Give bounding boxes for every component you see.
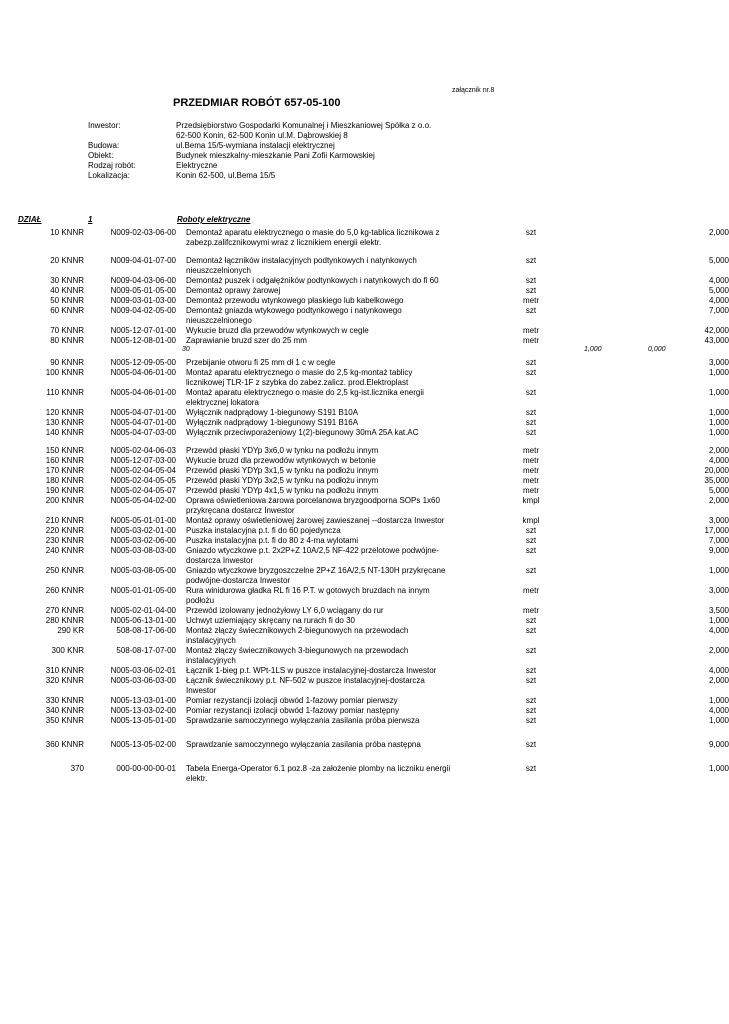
item-quantity: 4,000 xyxy=(708,456,729,465)
item-quantity: 3,000 xyxy=(708,586,729,595)
item-unit: szt xyxy=(525,616,537,625)
item-number: 40 KNNR xyxy=(50,286,84,295)
item-code: N005-13-03-01-00 xyxy=(110,696,176,705)
item-number: 100 KNNR xyxy=(45,368,84,377)
item-code: N005-03-06-02-01 xyxy=(110,666,176,675)
project-info-row xyxy=(88,121,448,131)
item-description: Przewód płaski YDYp 3x6,0 w tynku na podłożu innym xyxy=(186,446,379,455)
item-unit: szt xyxy=(525,706,537,715)
item-row xyxy=(0,446,729,456)
item-unit: szt xyxy=(525,286,537,295)
info-label: Obiekt: xyxy=(88,151,114,160)
item-unit: metr xyxy=(523,586,539,595)
item-row xyxy=(0,606,729,616)
info-label: Lokalizacja: xyxy=(88,171,130,180)
item-code: N005-12-07-03-00 xyxy=(110,456,176,465)
info-value: 62-500 Konin, 62-500 Konin ul.M. Dąbrowskiej 8 xyxy=(176,131,348,140)
item-description: Montaż złączy świecznikowych 3-biegunowych na przewodach instalacyjnych xyxy=(186,646,409,665)
item-description: Demontaż przewodu wtynkowego płaskiego lub kabelkowego xyxy=(186,296,404,305)
info-value: Konin 62-500, ul.Bema 15/5 xyxy=(176,171,276,180)
item-code: N005-04-07-03-00 xyxy=(110,428,176,437)
item-unit: metr xyxy=(523,296,539,305)
section-title: Roboty elektryczne xyxy=(177,215,251,224)
item-number: 220 KNNR xyxy=(45,526,84,535)
item-unit: metr xyxy=(523,606,539,615)
item-unit: szt xyxy=(525,546,537,555)
item-unit: szt xyxy=(525,696,537,705)
item-code: N005-02-04-05-07 xyxy=(110,486,176,495)
item-quantity: 7,000 xyxy=(708,536,729,545)
item-description: Przewód płaski YDYp 3x2,5 w tynku na podłożu innym xyxy=(186,476,379,485)
info-label: Inwestor: xyxy=(88,121,121,130)
item-row xyxy=(0,326,729,336)
item-row xyxy=(0,764,729,784)
item-row xyxy=(0,626,729,646)
item-number: 320 KNNR xyxy=(45,676,84,685)
info-label: Rodzaj robót: xyxy=(88,161,136,170)
item-unit: kmpl xyxy=(522,496,540,505)
item-number: 360 KNNR xyxy=(45,740,84,749)
item-description: Uchwyt uziemiający skręcany na rurach fi do 30 xyxy=(186,616,355,625)
item-row xyxy=(0,336,729,346)
item-quantity: 1,000 xyxy=(708,428,729,437)
item-subrow xyxy=(0,346,724,358)
sub-value-c: 0,000 xyxy=(648,346,666,353)
item-unit: metr xyxy=(523,446,539,455)
item-description: Oprawa oświetleniowa żarowa porcelanowa bryzgoodporna SOPs 1x60 przykręcana dostarcz Inwestor xyxy=(186,496,440,515)
item-unit: metr xyxy=(523,326,539,335)
item-unit: szt xyxy=(525,536,537,545)
item-row xyxy=(0,456,729,466)
item-unit: szt xyxy=(525,740,537,749)
item-unit: szt xyxy=(525,566,537,575)
project-info-row xyxy=(88,161,448,171)
item-row xyxy=(0,408,729,418)
item-code: 508-08-17-07-00 xyxy=(116,646,176,655)
items-table xyxy=(0,228,729,784)
item-code: N005-01-01-05-00 xyxy=(110,586,176,595)
item-unit: szt xyxy=(525,428,537,437)
item-unit: szt xyxy=(525,408,537,417)
item-quantity: 1,000 xyxy=(708,616,729,625)
item-row xyxy=(0,286,729,296)
item-number: 290 KR xyxy=(57,626,84,635)
item-description: Demontaż puszek i odgałężników podtynkowych i natynkowych do fi 60 xyxy=(186,276,439,285)
item-quantity: 7,000 xyxy=(708,306,729,315)
item-quantity: 43,000 xyxy=(704,336,729,345)
item-description: Puszka instalacyjna p.t. fi do 60 pojedyncza xyxy=(186,526,341,535)
item-row xyxy=(0,716,729,726)
item-description: Pomiar rezystancji izolacji obwód 1-fazowy pomiar pierwszy xyxy=(186,696,398,705)
item-number: 270 KNNR xyxy=(45,606,84,615)
item-description: Przewód izolowany jednożyłowy LY 6,0 wciągany do rur xyxy=(186,606,384,615)
item-row xyxy=(0,616,729,626)
item-quantity: 1,000 xyxy=(708,566,729,575)
item-code: N005-04-07-01-00 xyxy=(110,408,176,417)
item-code: N009-05-01-05-00 xyxy=(110,286,176,295)
item-unit: szt xyxy=(525,418,537,427)
item-quantity: 1,000 xyxy=(708,408,729,417)
project-info-row xyxy=(88,141,448,151)
item-description: Przebijanie otworu fi 25 mm dł 1 c w cegle xyxy=(186,358,336,367)
item-unit: szt xyxy=(525,676,537,685)
item-code: N005-13-03-02-00 xyxy=(110,706,176,715)
item-row xyxy=(0,676,729,696)
item-number: 80 KNNR xyxy=(50,336,84,345)
item-description: Demontaż łączników instalacyjnych podtynkowych i natynkowych nieuszczelnionych xyxy=(186,256,417,275)
project-info-row xyxy=(88,171,448,181)
item-code: N005-03-02-01-00 xyxy=(110,526,176,535)
item-unit: szt xyxy=(525,666,537,675)
item-quantity: 2,000 xyxy=(708,496,729,505)
item-description: Sprawdzanie samoczynnego wyłączania zasilania próba następna xyxy=(186,740,421,749)
item-code: N005-02-04-06-03 xyxy=(110,446,176,455)
item-quantity: 1,000 xyxy=(708,388,729,397)
item-description: Montaż złączy świecznikowych 2-biegunowych na przewodach instalacyjnych xyxy=(186,626,409,645)
annex-label: załącznik nr.8 xyxy=(452,87,495,94)
item-row xyxy=(0,228,729,248)
item-number: 280 KNNR xyxy=(45,616,84,625)
item-number: 190 KNNR xyxy=(45,486,84,495)
item-row xyxy=(0,696,729,706)
item-unit: szt xyxy=(525,526,537,535)
item-quantity: 3,000 xyxy=(708,516,729,525)
item-quantity: 4,000 xyxy=(708,296,729,305)
item-unit: szt xyxy=(525,228,537,237)
item-row xyxy=(0,358,729,368)
item-quantity: 2,000 xyxy=(708,646,729,655)
item-unit: szt xyxy=(525,368,537,377)
item-description: Demontaż oprawy żarowej xyxy=(186,286,281,295)
item-quantity: 4,000 xyxy=(708,666,729,675)
item-description: Demontaż aparatu elektrycznego o masie do 5,0 kg-tablica licznikowa z zabezp.zalifcznikowymi wraz z licznikiem energii elektr. xyxy=(186,228,440,247)
item-number: 50 KNNR xyxy=(50,296,84,305)
item-code: N005-06-13-01-00 xyxy=(110,616,176,625)
item-description: Rura winidurowa gładka RL fi 16 P.T. w gotowych bruzdach na innym podłożu xyxy=(186,586,430,605)
sub-value-b: 1,000 xyxy=(584,346,602,353)
item-quantity: 1,000 xyxy=(708,696,729,705)
item-description: Wyłącznik przeciwporażeniowy 1(2)-biegunowy 30mA 25A kat.AC xyxy=(186,428,419,437)
item-number: 70 KNNR xyxy=(50,326,84,335)
item-number: 300 KNR xyxy=(51,646,84,655)
item-unit: szt xyxy=(525,646,537,655)
item-number: 110 KNNR xyxy=(46,388,84,397)
item-code: N005-04-07-01-00 xyxy=(110,418,176,427)
item-quantity: 1,000 xyxy=(708,418,729,427)
item-description: Sprawdzanie samoczynnego wyłączania zasilania próba pierwsza xyxy=(186,716,420,725)
item-code: N009-04-02-05-00 xyxy=(110,306,176,315)
item-code: N005-02-04-05-04 xyxy=(110,466,176,475)
item-code: N005-03-08-03-00 xyxy=(110,546,176,555)
item-quantity: 20,000 xyxy=(704,466,729,475)
item-number: 250 KNNR xyxy=(45,566,84,575)
item-row xyxy=(0,706,729,716)
item-row xyxy=(0,526,729,536)
sub-value-a: 30 xyxy=(182,346,190,353)
item-quantity: 4,000 xyxy=(708,626,729,635)
item-description: Demontaż gniazda wtykowego podtynkowego i natynkowego nieuszczelnionego xyxy=(186,306,402,325)
item-quantity: 9,000 xyxy=(708,740,729,749)
item-code: N009-02-03-06-00 xyxy=(110,228,176,237)
item-quantity: 4,000 xyxy=(708,276,729,285)
item-number: 140 KNNR xyxy=(45,428,84,437)
section-number: 1 xyxy=(88,215,93,224)
item-number: 210 KNNR xyxy=(45,516,84,525)
item-description: Pomiar rezystancji izolacji obwód 1-fazowy pomiar następny xyxy=(186,706,399,715)
item-code: N005-05-04-02-00 xyxy=(110,496,176,505)
item-quantity: 5,000 xyxy=(708,486,729,495)
item-code: N009-04-01-07-00 xyxy=(110,256,176,265)
item-number: 180 KNNR xyxy=(45,476,84,485)
item-unit: szt xyxy=(525,626,537,635)
item-code: N009-04-03-06-00 xyxy=(110,276,176,285)
item-quantity: 5,000 xyxy=(708,286,729,295)
item-quantity: 3,500 xyxy=(708,606,729,615)
item-number: 90 KNNR xyxy=(50,358,84,367)
item-code: N005-02-01-04-00 xyxy=(110,606,176,615)
item-row xyxy=(0,646,729,666)
item-number: 310 KNNR xyxy=(45,666,84,675)
info-label xyxy=(88,131,176,141)
item-number: 150 KNNR xyxy=(45,446,84,455)
item-row xyxy=(0,466,729,476)
item-number: 230 KNNR xyxy=(45,536,84,545)
item-row xyxy=(0,546,729,566)
item-unit: metr xyxy=(523,476,539,485)
item-code: N005-03-08-05-00 xyxy=(110,566,176,575)
item-number: 60 KNNR xyxy=(50,306,84,315)
item-number: 260 KNNR xyxy=(45,586,84,595)
item-unit: kmpl xyxy=(522,516,540,525)
section-label: DZIAŁ xyxy=(18,215,42,224)
item-description: Przewód płaski YDYp 4x1,5 w tynku na podłożu innym xyxy=(186,486,379,495)
info-value: ul.Bema 15/5-wymiana instalacji elektrycznej xyxy=(176,141,335,150)
item-unit: szt xyxy=(525,358,537,367)
project-info-row xyxy=(88,131,448,141)
item-unit: szt xyxy=(525,764,537,773)
item-description: Montaż oprawy oświetleniowej żarowej zawieszanej --dostarcza Inwestor xyxy=(186,516,445,525)
item-description: Tabela Energa-Operator 6.1 poz.8 -za założenie plomby na liczniku energii elektr. xyxy=(186,764,451,783)
item-quantity: 2,000 xyxy=(708,228,729,237)
item-description: Wyłącznik nadprądowy 1-biegunowy S191 B10A xyxy=(186,408,359,417)
item-row xyxy=(0,516,729,526)
item-row xyxy=(0,276,729,286)
item-quantity: 1,000 xyxy=(708,716,729,725)
item-number: 330 KNNR xyxy=(45,696,84,705)
item-quantity: 1,000 xyxy=(708,764,729,773)
item-code: N005-04-06-01-00 xyxy=(110,388,176,397)
item-number: 340 KNNR xyxy=(45,706,84,715)
item-description: Puszka instalacyjna p.t. fi do 80 z 4-ma wylotami xyxy=(186,536,359,545)
item-unit: szt xyxy=(525,256,537,265)
item-quantity: 17,000 xyxy=(704,526,729,535)
item-code: N005-02-04-05-05 xyxy=(110,476,176,485)
item-unit: metr xyxy=(523,456,539,465)
item-number: 370 xyxy=(70,764,84,773)
item-unit: metr xyxy=(523,336,539,345)
item-description: Gniazdo wtyczkowe bryzgoszczelne 2P+Z 16A/2,5 NT-130H przykręcane podwójne-dostarcza Inwestor xyxy=(186,566,446,585)
item-unit: metr xyxy=(523,486,539,495)
item-number: 30 KNNR xyxy=(50,276,84,285)
item-unit: szt xyxy=(525,306,537,315)
item-code: 000-00-00-00-01 xyxy=(116,764,176,773)
item-description: Gniazdo wtyczkowe p.t. 2x2P+Z 10A/2,5 NF-422 przelotowe podwójne-dostarcza Inwestor xyxy=(186,546,439,565)
item-row xyxy=(0,586,729,606)
document-title: PRZEDMIAR ROBÓT 657-05-100 xyxy=(173,97,341,109)
item-row xyxy=(0,566,729,586)
item-code: N005-04-06-01-00 xyxy=(110,368,176,377)
item-row xyxy=(0,418,729,428)
item-row xyxy=(0,536,729,546)
item-code: 508-08-17-06-00 xyxy=(116,626,176,635)
item-number: 120 KNNR xyxy=(45,408,84,417)
item-quantity: 2,000 xyxy=(708,446,729,455)
item-description: Montaż aparatu elektrycznego o masie do 2,5 kg-ist.licznika energii elektrycznej lokatora xyxy=(186,388,424,407)
item-description: Wykucie bruzd dla przewodów wtynkowych w cegle xyxy=(186,326,369,335)
item-quantity: 42,000 xyxy=(704,326,729,335)
item-number: 10 KNNR xyxy=(50,228,84,237)
item-unit: szt xyxy=(525,716,537,725)
item-number: 200 KNNR xyxy=(45,496,84,505)
item-number: 20 KNNR xyxy=(50,256,84,265)
item-quantity: 9,000 xyxy=(708,546,729,555)
info-value: Przedsiębiorstwo Gospodarki Komunalnej i Mieszkaniowej Spółka z o.o. xyxy=(176,121,432,130)
item-row xyxy=(0,296,729,306)
item-row xyxy=(0,476,729,486)
item-number: 130 KNNR xyxy=(45,418,84,427)
item-row xyxy=(0,428,729,438)
item-description: Łącznik świecznikowy p.t. NF-502 w puszce instalacyjnej-dostarcza Inwestor xyxy=(186,676,425,695)
item-code: N009-03-01-03-00 xyxy=(110,296,176,305)
item-code: N005-05-01-01-00 xyxy=(110,516,176,525)
item-description: Przewód płaski YDYp 3x1,5 w tynku na podłożu innym xyxy=(186,466,379,475)
item-row xyxy=(0,496,729,516)
item-quantity: 3,000 xyxy=(708,358,729,367)
item-description: Zaprawianie bruzd szer do 25 mm xyxy=(186,336,307,345)
project-info-row xyxy=(88,151,448,161)
item-quantity: 35,000 xyxy=(704,476,729,485)
item-row xyxy=(0,306,729,326)
item-description: Łącznik 1-bieg p.t. WPt-1LS w puszce instalacyjnej-dostarcza Inwestor xyxy=(186,666,437,675)
item-code: N005-13-05-01-00 xyxy=(110,716,176,725)
item-code: N005-03-06-03-00 xyxy=(110,676,176,685)
item-description: Montaż aparatu elektrycznego o masie do 2,5 kg-montaż tablicy licznikowej TLR-1F z szybka do zabez.zalicz. prod.Elektroplast xyxy=(186,368,413,387)
item-code: N005-13-05-02-00 xyxy=(110,740,176,749)
item-code: N005-03-02-06-00 xyxy=(110,536,176,545)
item-quantity: 5,000 xyxy=(708,256,729,265)
item-row xyxy=(0,666,729,676)
item-description: Wyłącznik nadprądowy 1-biegunowy S191 B16A xyxy=(186,418,359,427)
item-code: N005-12-08-01-00 xyxy=(110,336,176,345)
item-number: 350 KNNR xyxy=(45,716,84,725)
item-description: Wykucie bruzd dla przewodów wtynkowych w betonie xyxy=(186,456,376,465)
item-row xyxy=(0,256,729,276)
item-unit: metr xyxy=(523,466,539,475)
project-info xyxy=(88,121,448,181)
item-row xyxy=(0,368,729,388)
info-value: Elektryczne xyxy=(176,161,218,170)
item-number: 240 KNNR xyxy=(45,546,84,555)
item-row xyxy=(0,740,729,750)
item-unit: szt xyxy=(525,276,537,285)
item-quantity: 2,000 xyxy=(708,676,729,685)
item-row xyxy=(0,486,729,496)
item-quantity: 4,000 xyxy=(708,706,729,715)
info-value: Budynek mieszkalny-mieszkanie Pani Zofii Karmowskiej xyxy=(176,151,375,160)
item-row xyxy=(0,388,729,408)
item-unit: szt xyxy=(525,388,537,397)
info-label: Budowa: xyxy=(88,141,120,150)
item-code: N005-12-07-01-00 xyxy=(110,326,176,335)
item-quantity: 1,000 xyxy=(708,368,729,377)
item-number: 160 KNNR xyxy=(45,456,84,465)
item-number: 170 KNNR xyxy=(45,466,84,475)
item-code: N005-12-09-05-00 xyxy=(110,358,176,367)
